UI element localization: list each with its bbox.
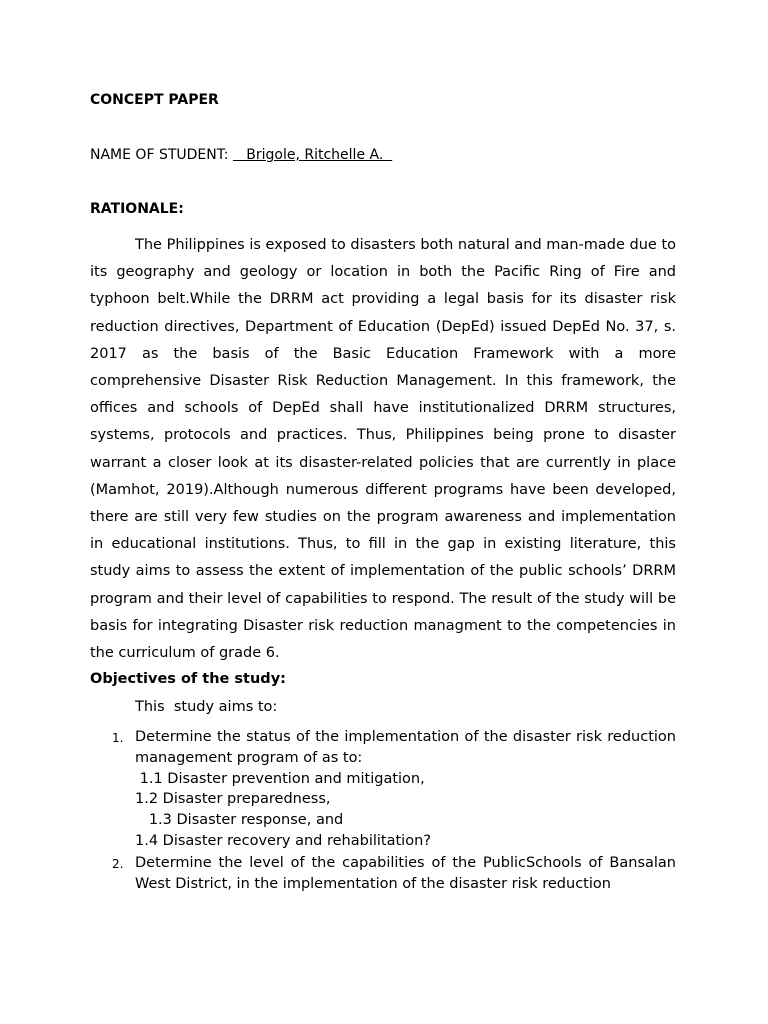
student-label: NAME OF STUDENT: — [90, 147, 229, 163]
student-name: Brigole, Ritchelle A. — [232, 147, 393, 163]
objective-number: 1. — [112, 731, 124, 745]
objectives-list — [90, 727, 676, 895]
rationale-paragraph: The Philippines is exposed to disasters both natural and man-made due to its geography and geology or location in both the Pacific Ring of Fire and typhoon belt.While the DRRM act providing a legal basis for its disaster risk reduction directives, Department of Education (DepEd) issued DepEd No. 37, s. 2017 as the basis of the Basic Education Framework with a more comprehensive Disaster Risk Reduction Management. In this framework, the offices and schools of DepEd shall have institutionalized DRRM structures, systems, protocols and practices. Thus, Philippines being prone to disaster warrant a closer look at its disaster-related policies that are currently in place (Mamhot, 2019).Although numerous different programs have been developed, there are still very few studies on the program awareness and implementation in educational institutions. Thus, to fill in the gap in existing literature, this study aims to assess the extent of implementation of the public schools’ DRRM program and their level of capabilities to respond. The result of the study will be basis for integrating Disaster risk reduction managment to the competencies in the curriculum of grade 6. — [90, 237, 676, 662]
objective-item — [90, 727, 676, 852]
objective-subitem: 1.1 Disaster prevention and mitigation, — [135, 770, 425, 787]
objective-subitem: 1.4 Disaster recovery and rehabilitation? — [135, 832, 431, 849]
objective-text: Determine the level of the capabilities of the PublicSchools of Bansalan West District, in the implementation of the disaster risk reduction — [135, 854, 676, 892]
rationale-heading: RATIONALE: — [90, 201, 184, 217]
objective-subitem: 1.2 Disaster preparedness, — [135, 791, 331, 808]
objective-number: 2. — [112, 856, 124, 871]
student-line — [90, 147, 392, 163]
objective-subitem: 1.3 Disaster response, and — [135, 812, 344, 829]
objective-item — [90, 853, 676, 895]
objectives-intro: This study aims to: — [135, 699, 278, 715]
document-title: CONCEPT PAPER — [90, 92, 219, 108]
objective-text: Determine the status of the implementation of the disaster risk reduction management program of as to: — [135, 729, 676, 766]
objectives-heading: Objectives of the study: — [90, 671, 286, 687]
